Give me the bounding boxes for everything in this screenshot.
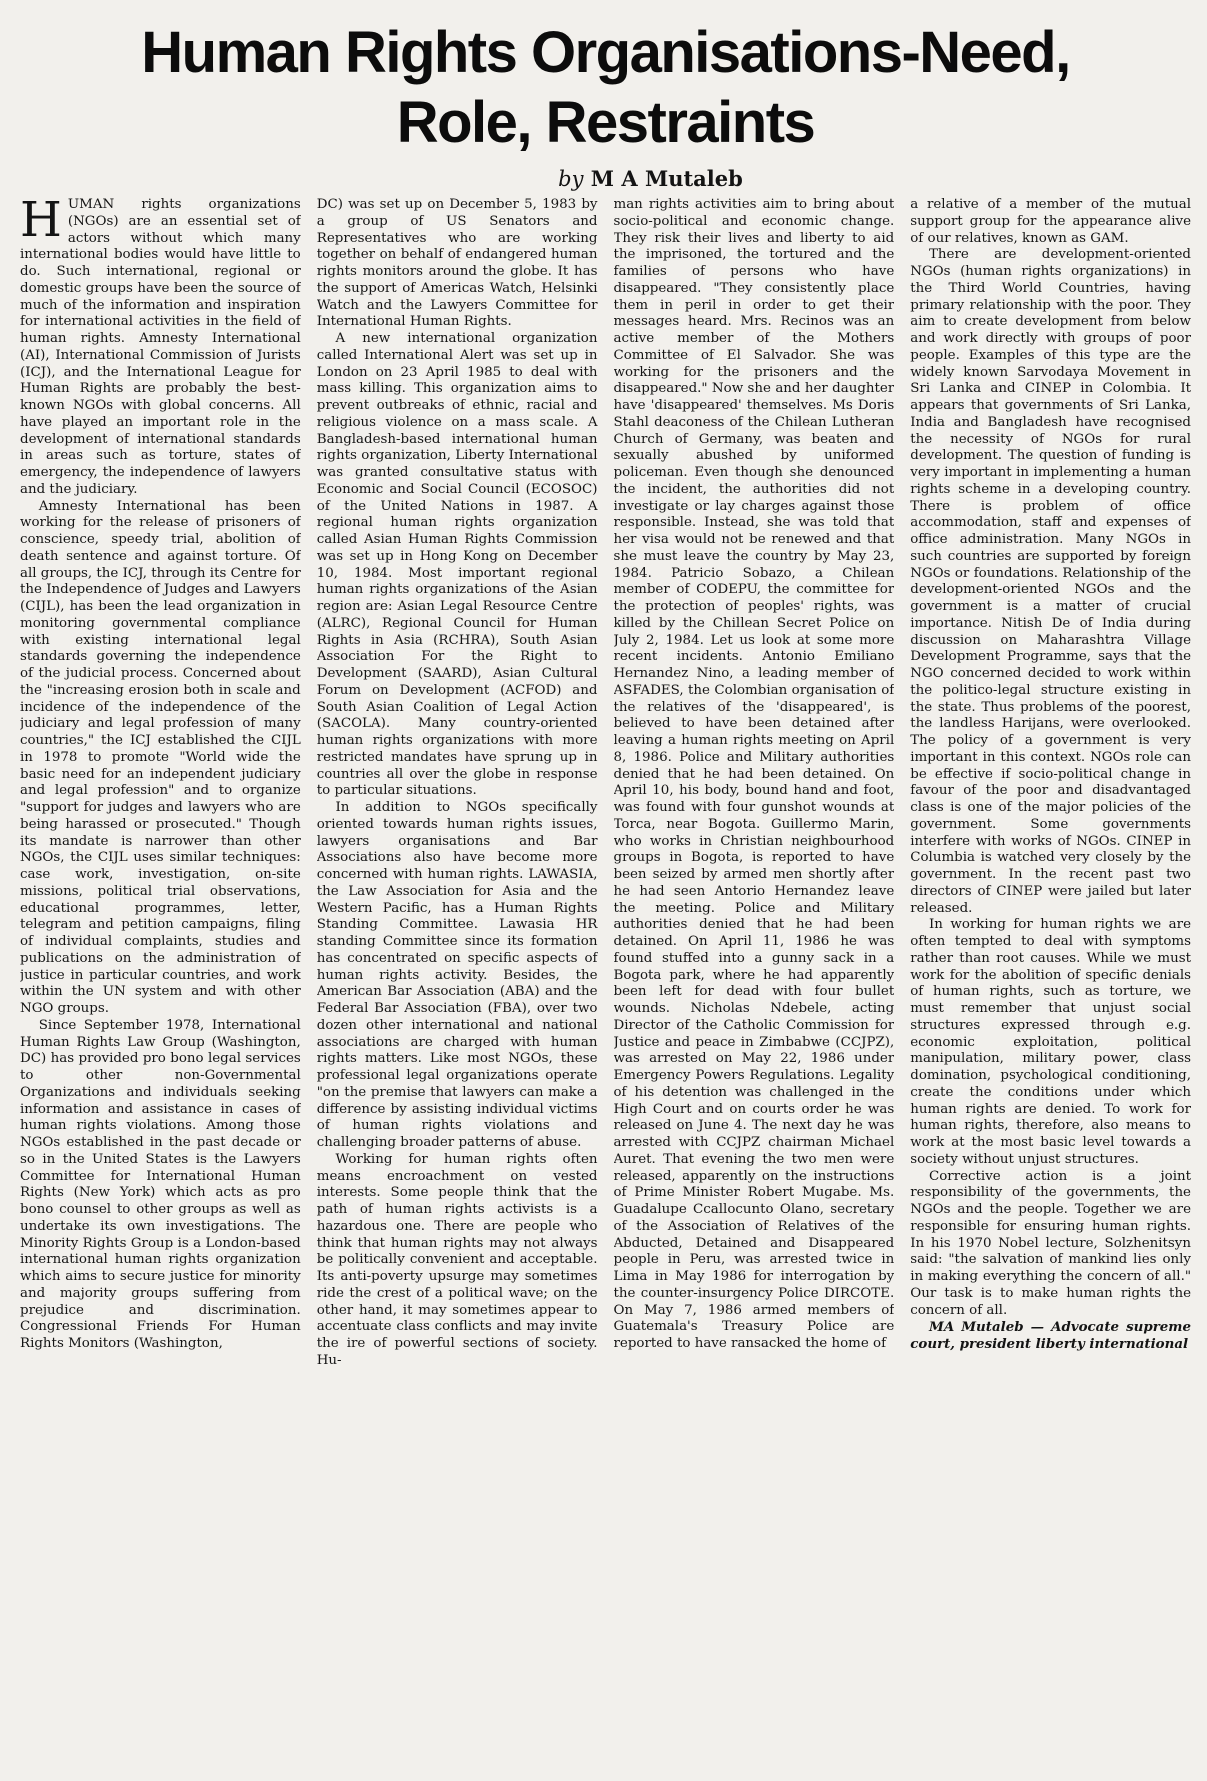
paragraph: man rights activities aim to bring about socio-political and economic change. They risk their lives and liberty to aid the imprisoned, the tortured and the families of persons who have disappeared. "They consistently place them in peril in order to get their messages heard. Mrs. Recinos was an active member of the Mothers Committee of El Salvador. She was working for the prisoners and the disappeared." Now she and her daughter have 'disappeared' themselves. Ms Doris Stahl deaconess of the Chilean Lutheran Church of Germany, was beaten and sexually abushed by uniformed policeman. Even though she denounced the incident, the authorities did not investigate or lay charges against those responsible. Instead, she was told that her visa would not be renewed and that she must leave the country by May 23, 1984. Patricio Sobazo, a Chilean member of CODEPU, the committee for the protection of peoples' rights, was killed by the Chillean Secret Police on July 2, 1984. Let us look at some more recent incidents. Antonio Emiliano Hernandez Nino, a leading member of ASFADES, the Colombian organisation of the relatives of the 'disappeared', is believed to have been detained after leaving a human rights meeting on April 8, 1986. Police and Military authorities denied that he had been detained. On April 10, his body, bound hand and foot, was found with four gunshot wounds at Torca, near Bogota. Guillermo Marin, who works in Christian neighbourhood groups in Bogota, is reported to have been seized by armed men shortly after he had seen Antorio Hernandez leave the meeting. Police and Military authorities denied that he had been detained. On April 11, 1986 he was found stuffed into a gunny sack in a Bogota park, where he had apparently been left for dead with four bullet wounds. Nicholas Ndebele, acting Director of the Catholic Commission for Justice and peace in Zimbabwe (CCJPZ), was arrested on May 22, 1986 under Emergency Powers Regulations. Legality of his detention was challenged in the High Court and on courts order he was released on June 4. The next day he was arrested with CCJPZ chairman Michael Auret. That evening the two men were released, apparently on the instructions of Prime Minister Robert Mugabe. Ms. Guadalupe Ccallocunto Olano, secretary of the Association of Relatives of the Abducted, Detained and Disappeared people in Peru, was arrested twice in Lima in May 1986 for interrogation by the counter-insurgency Police DIRCOTE. On May 7, 1986 armed members of Guatemala's Treasury Police are reported to have ransacked the home of <box>613 197 895 1351</box>
byline-author: M A Mutaleb <box>590 166 743 191</box>
paragraph: Since September 1978, International Human Rights Law Group (Washington, DC) has provided pro bono legal services to other non-Governmental Organizations and individuals seeking information and assistance in cases of human rights violations. Among those NGOs established in the past decade or so in the United States is the Lawyers Committee for International Human Rights (New York) which acts as pro bono counsel to other groups as well as undertake its own investigations. The Minority Rights Group is a London-based international human rights organization which aims to secure justice for minority and majority groups suffering from prejudice and discrimination. Congressional Friends For Human Rights Monitors (Washington, <box>20 1017 301 1351</box>
column-1 <box>20 197 301 1767</box>
headline <box>20 18 1191 158</box>
column-4 <box>910 197 1191 1767</box>
paragraph: In addition to NGOs specifically oriented towards human rights issues, lawyers organisations and Bar Associations also have become more concerned with human rights. LAWASIA, the Law Association for Asia and the Western Pacific, has a Human Rights Standing Committee. Lawasia HR standing Committee since its formation has concentrated on specific aspects of human rights activity. Besides, the American Bar Association (ABA) and the Federal Bar Association (FBA), over two dozen other international and national associations are charged with human rights matters. Like most NGOs, these professional legal organizations operate "on the premise that lawyers can make a difference by assisting individual victims of human rights violations and challenging broader patterns of abuse. <box>316 800 598 1150</box>
paragraph-text: UMAN rights organizations (NGOs) are an essential set of actors without which many international bodies would have little to do. Such international, regional or domestic groups have been the source of much of the information and inspiration for international activities in the field of human rights. Amnesty International (AI), International Commission of Jurists (ICJ), and the International League for Human Rights are probably the best-known NGOs with global concerns. All have played an important role in the development of international standards in areas such as torture, states of emergency, the independence of lawyers and the judiciary. <box>20 197 301 497</box>
column-2 <box>317 197 598 1767</box>
paragraph: Amnesty International has been working for the release of prisoners of conscience, speedy trial, abolition of death sentence and against torture. Of all groups, the ICJ, through its Centre for the Independence of Judges and Lawyers (CIJL), has been the lead organization in monitoring governmental compliance with existing international legal standards governing the independence of the judicial process. Concerned about the "increasing erosion both in scale and incidence of the independence of the judiciary and legal profession of many countries," the ICJ established the CIJL in 1978 to promote "World wide the basic need for an independent judiciary and legal profession" and to organize "support for judges and lawyers who are being harassed or prosecuted." Though its mandate is narrower than other NGOs, the CIJL uses similar techniques: case work, investigation, on-site missions, political trial observations, educational programmes, letter, telegram and petition campaigns, filing of individual complaints, studies and publications on the administration of justice in particular countries, and work within the UN system and with other NGO groups. <box>20 498 301 1016</box>
byline <box>110 166 1191 191</box>
headline-line-2: Role, Restraints <box>396 90 815 155</box>
paragraph: Working for human rights often means encroachment on vested interests. Some people think that the path of human rights activists is a hazardous one. There are people who think that human rights may not always be politically convenient and acceptable. Its anti-poverty upsurge may sometimes ride the crest of a political wave; on the other hand, it may sometimes appear to accentuate class conflicts and may invite the ire of powerful sections of society. Hu- <box>316 1151 598 1368</box>
headline-line-1: Human Rights Organisations-Need, <box>141 20 1070 85</box>
paragraph: There are development-oriented NGOs (human rights organizations) in the Third World Countries, having primary relationship with the poor. They aim to create development from below and work directly with groups of poor people. Examples of this type are the widely known Sarvodaya Movement in Sri Lanka and CINEP in Colombia. It appears that governments of Sri Lanka, India and Bangladesh have recognised the necessity of NGOs for rural development. The question of funding is very important in implementing a human rights scheme in a developing country. There is problem of office accommodation, staff and expenses of office administration. Many NGOs in such countries are supported by foreign NGOs or foundations. Relationship of the development-oriented NGOs and the government is a matter of crucial importance. Nitish De of India during discussion on Maharashtra Village Development Programme, says that the NGO concerned decided to work within the politico-legal structure existing in the state. Thus problems of the poorest, the landless Harijans, were overlooked. The policy of a government is very important in this context. NGOs role can be effective if socio-political change in favour of the poor and disadvantaged class is one of the major policies of the government. Some governments interfere with works of NGOs. CINEP in Columbia is watched very closely by the government. In the recent past two directors of CINEP were jailed but later released. <box>910 247 1191 916</box>
paragraph: DC) was set up on December 5, 1983 by a group of US Senators and Representatives who are working together on behalf of endangered human rights monitors around the globe. It has the support of Americas Watch, Helsinki Watch and the Lawyers Committee for International Human Rights. <box>316 197 598 330</box>
column-3 <box>614 197 895 1767</box>
paragraph <box>20 197 301 499</box>
drop-cap: H <box>20 197 62 248</box>
paragraph: Corrective action is a joint responsibility of the governments, the NGOs and the people. Together we are responsible for ensuring human rights. In his 1970 Nobel lecture, Solzhenitsyn said: "the salvation of mankind lies only in making everything the concern of all." Our task is to make human rights the concern of all. <box>910 1168 1191 1318</box>
article-body <box>20 197 1191 1767</box>
paragraph: a relative of a member of the mutual support group for the appearance alive of our relatives, known as GAM. <box>910 197 1191 246</box>
byline-prefix: by <box>558 167 584 191</box>
paragraph: In working for human rights we are often tempted to deal with symptoms rather than root causes. While we must work for the abolition of specific denials of human rights, such as torture, we must remember that unjust social structures expressed through e.g. economic exploitation, political manipulation, military power, class domination, psychological conditioning, create the conditions under which human rights are denied. To work for human rights, therefore, also means to work at the most basic level towards a society without unjust structures. <box>910 917 1191 1167</box>
author-signoff: MA Mutaleb — Advocate supreme court, president liberty international <box>910 1319 1191 1352</box>
paragraph: A new international organization called International Alert was set up in London on 23 April 1985 to deal with mass killing. This organization aims to prevent outbreaks of ethnic, racial and religious violence on a mass scale. A Bangladesh-based international human rights organization, Liberty International was granted consultative status with Economic and Social Council (ECOSOC) of the United Nations in 1987. A regional human rights organization called Asian Human Rights Commission was set up in Hong Kong on December 10, 1984. Most important regional human rights organizations of the Asian region are: Asian Legal Resource Centre (ALRC), Regional Council for Human Rights in Asia (RCHRA), South Asian Association For the Right to Development (SAARD), Asian Cultural Forum on Development (ACFOD) and South Asian Coalition of Legal Action (SACOLA). Many country-oriented human rights organizations with more restricted mandates have sprung up in countries all over the globe in response to particular situations. <box>316 331 598 799</box>
